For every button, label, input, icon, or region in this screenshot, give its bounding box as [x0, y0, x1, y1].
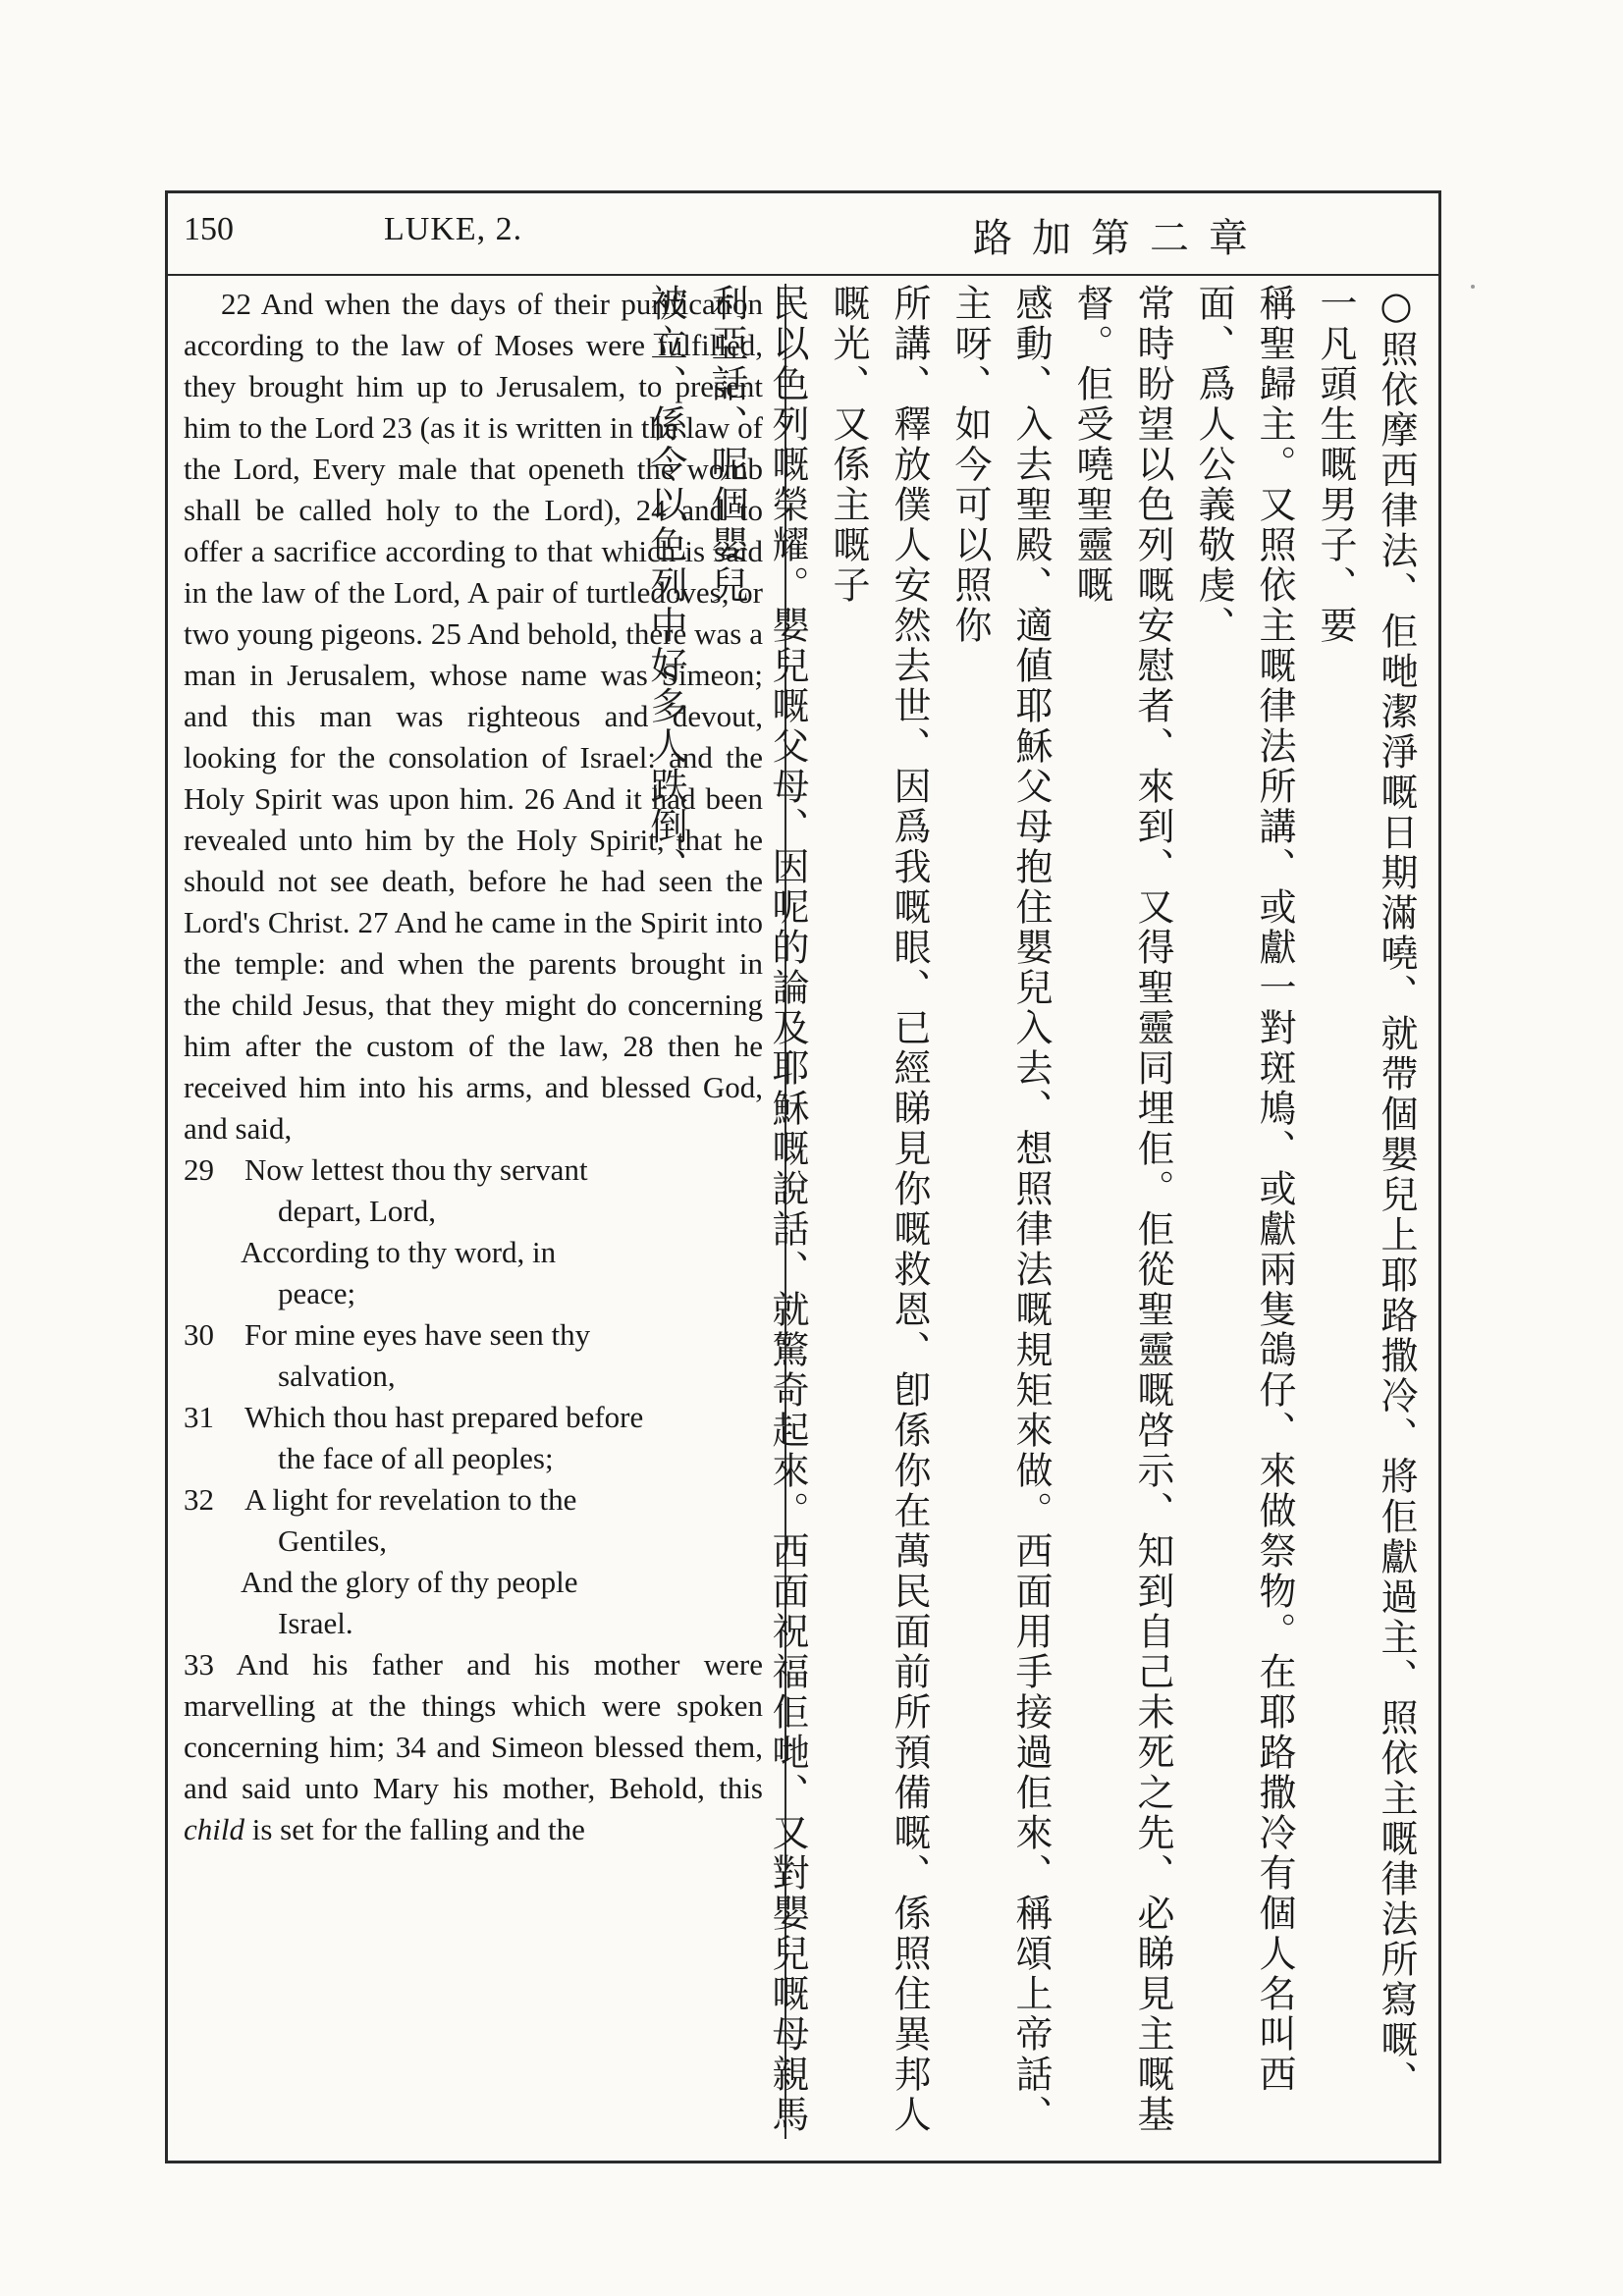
prose-italic-word: child [184, 1812, 244, 1846]
poem-line-text: According to thy word, in [241, 1235, 557, 1269]
chinese-column-line: ○照依摩西律法、佢哋潔淨嘅日期滿嘵、就帶個嬰兒上耶路撒冷、將佢獻過主、照依主嘅律法所寫嘅、一凡頭生嘅男子、要 [1314, 284, 1418, 2101]
poem-line-continuation: salvation, [278, 1359, 396, 1393]
verse-number: 31 [184, 1400, 214, 1434]
poem-line-text: A light for revelation to the [244, 1482, 577, 1517]
poem-line-continuation: depart, Lord, [278, 1194, 436, 1228]
poem-line-text: Now lettest thou thy servant [244, 1152, 588, 1187]
chinese-text-column [644, 284, 1427, 2139]
page-frame [165, 190, 1441, 2163]
poem-line-continuation: the face of all peoples; [278, 1441, 554, 1475]
chinese-column-line: 常時盼望以色列嘅安慰者、來到、又得聖靈同埋佢。佢從聖靈嘅啓示、知到自己未死之先、必睇見主嘅基督。佢受嘵聖靈嘅 [1070, 284, 1174, 2135]
english-prose-paragraph: 22 And when the days of their purification according to the law of Moses were fulfilled, they brought him up to Jerusalem, to present him to the Lord 23 (as it is written in the law of the Lord, Every male that openeth the womb shall be called holy to the Lord), 24 and to offer a sacrifice according to that which is said in the law of the Lord, A pair of turtledoves, or two young pigeons. 25 And behold, there was a man in Jerusalem, whose name was Simeon; and this man was righteous and devout, looking for the consolation of Israel: and the Holy Spirit was upon him. 26 And it had been revealed unto him by the Holy Spirit, that he should not see death, before he had seen the Lord's Christ. 27 And he came in the Spirit into the temple: and when the parents brought in the child Jesus, that they might do concerning him after the custom of the law, 28 then he received him into his arms, and blessed God, and said, [184, 287, 763, 1146]
poem-line-continuation: Gentiles, [278, 1523, 388, 1558]
chinese-column-line: 稱聖歸主。又照依主嘅律法所講、或獻一對斑鳩、或獻兩隻鴿仔、來做祭物。在耶路撒冷有個人名叫西面、爲人公義敬虔、 [1192, 284, 1296, 2095]
poem-line-text: And the glory of thy people [241, 1565, 578, 1599]
prose-tail: is set for the falling and the [244, 1812, 585, 1846]
chinese-column-line: 民以色列嘅榮耀。嬰兒嘅父母、因呢的論及耶穌嘅說話、就驚奇起來。西面祝福佢哋、又對嬰兒嘅母親馬利亞話、呢個嬰兒 [705, 284, 809, 2135]
chinese-title: 路加第二章 [973, 216, 1268, 261]
prose-lead: 33 And his father and his mother were marvelling at the things which were spoken concerning him; 34 and Simeon blessed them, and said unto Mary his mother, Behold, this [184, 1647, 763, 1805]
page-header [168, 193, 1438, 276]
poem-line-continuation: peace; [278, 1276, 356, 1310]
margin-mark [1471, 285, 1475, 289]
page-number: 150 [184, 211, 234, 247]
chinese-column-line: 所講、釋放僕人安然去世、因爲我嘅眼、已經睇見你嘅救恩、卽係你在萬民面前所預備嘅、係照住異邦人嘅光、又係主嘅子 [827, 284, 931, 2135]
poem-line-continuation: Israel. [278, 1606, 353, 1640]
poem-line-text: For mine eyes have seen thy [244, 1317, 591, 1352]
chinese-column-line: 感動、入去聖殿、適値耶穌父母抱住嬰兒入去、想照律法嘅規矩來做。西面用手接過佢來、稱頌上帝話、主呀、如今可以照你 [948, 284, 1053, 2135]
chinese-column-line: 被立、係令以色列中好多人跌倒、 [644, 284, 687, 887]
verse-number: 29 [184, 1152, 214, 1187]
verse-number: 30 [184, 1317, 214, 1352]
verse-number: 32 [184, 1482, 214, 1517]
running-title: LUKE, 2. [384, 211, 523, 247]
poem-line-text: Which thou hast prepared before [244, 1400, 644, 1434]
